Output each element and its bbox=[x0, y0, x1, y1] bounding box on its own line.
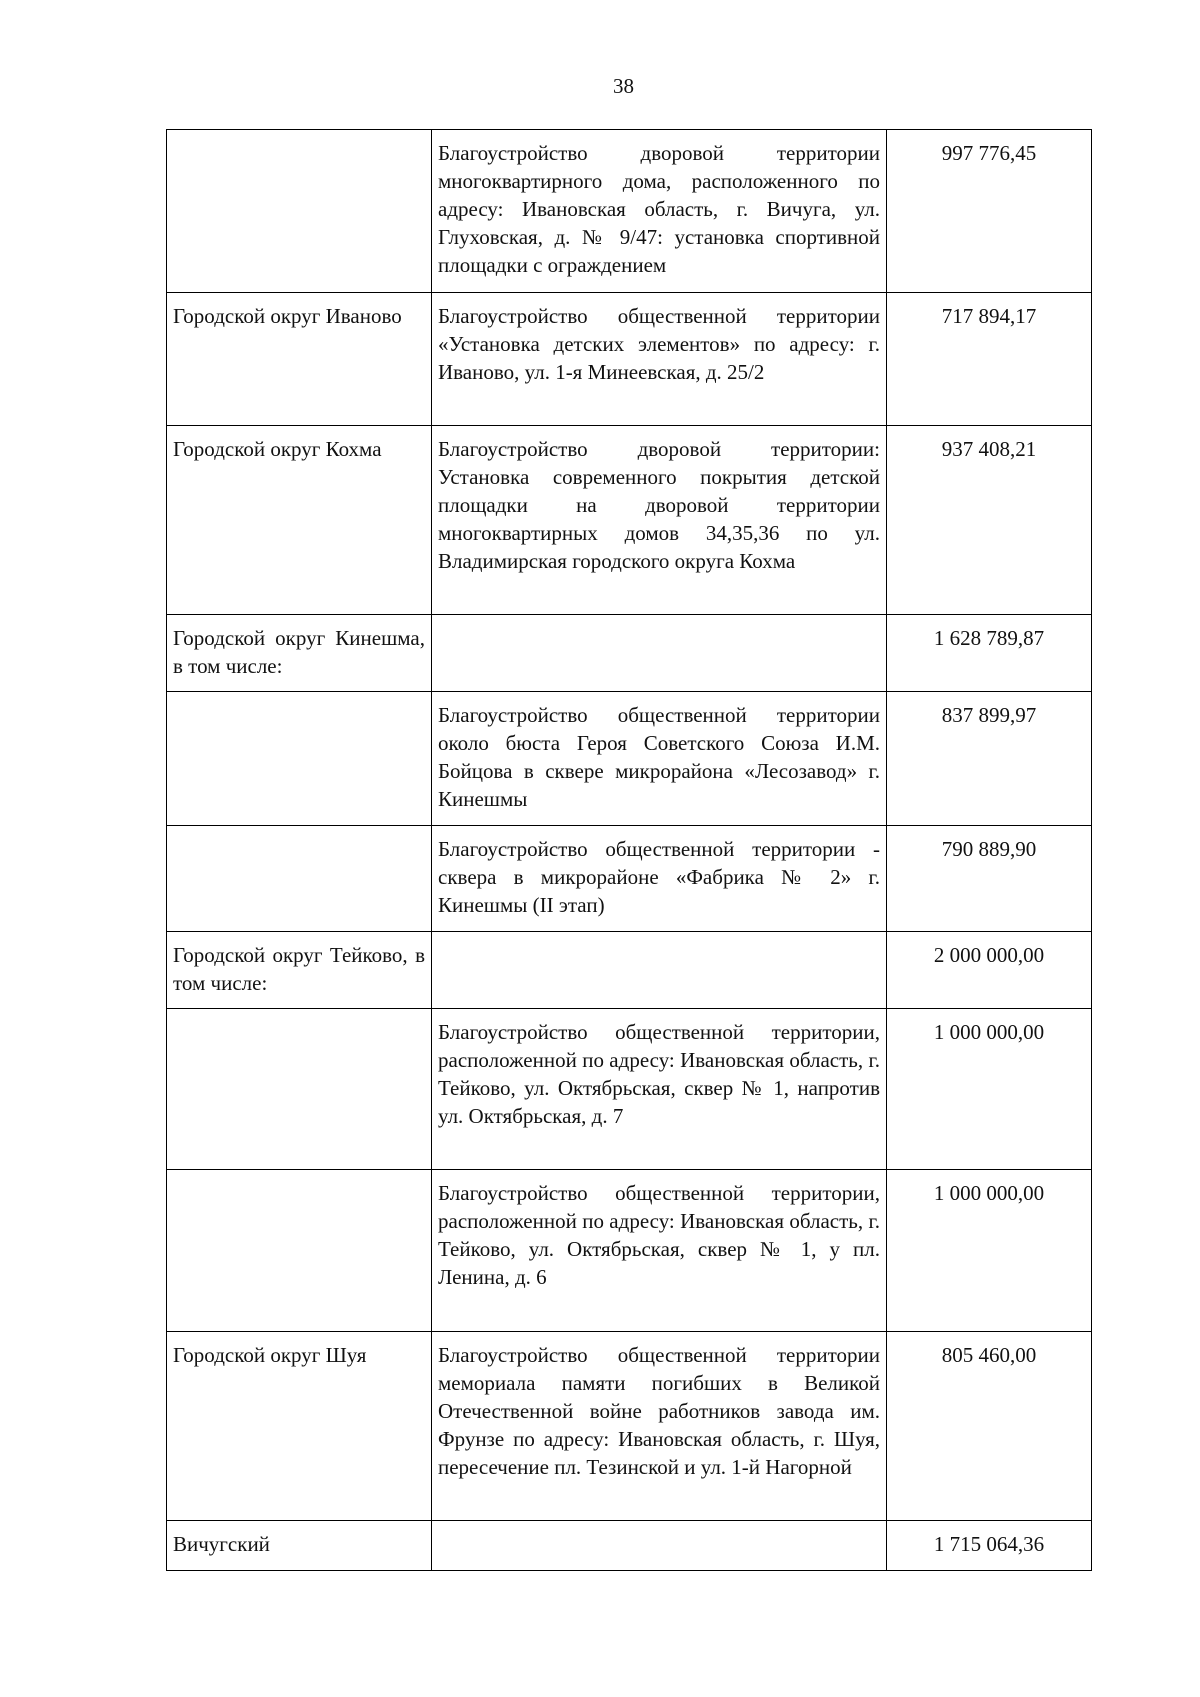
table-row bbox=[167, 692, 1092, 826]
municipality-cell bbox=[167, 1170, 432, 1332]
amount-cell: 2 000 000,00 bbox=[887, 932, 1092, 1009]
municipality-cell: Городской округ Иваново bbox=[167, 293, 432, 426]
table-row bbox=[167, 826, 1092, 932]
municipality-cell: Городской округ Шуя bbox=[167, 1332, 432, 1521]
table-row bbox=[167, 1009, 1092, 1170]
table-row bbox=[167, 293, 1092, 426]
municipality-cell bbox=[167, 826, 432, 932]
object-cell: Благоустройство дворовой территории: Установка современного покрытия детской площадки на дворовой территории многоквартирных домов 34,35,36 по ул. Владимирская городского округа Кохма bbox=[432, 426, 887, 615]
amount-cell: 937 408,21 bbox=[887, 426, 1092, 615]
object-cell: Благоустройство общественной территории мемориала памяти погибших в Великой Отечественной войне работников завода им. Фрунзе по адресу: Ивановская область, г. Шуя, пересечение пл. Тезинской и ул. 1-й Нагорной bbox=[432, 1332, 887, 1521]
object-cell: Благоустройство общественной территории, расположенной по адресу: Ивановская область, г. Тейково, ул. Октябрьская, сквер № 1, у пл. Ленина, д. 6 bbox=[432, 1170, 887, 1332]
municipality-cell bbox=[167, 130, 432, 293]
funding-table bbox=[166, 129, 1092, 1571]
amount-cell: 1 000 000,00 bbox=[887, 1009, 1092, 1170]
municipality-cell: Городской округ Тейково, в том числе: bbox=[167, 932, 432, 1009]
table-row bbox=[167, 615, 1092, 692]
municipality-cell: Городской округ Кохма bbox=[167, 426, 432, 615]
object-cell: Благоустройство общественной территории - сквера в микрорайоне «Фабрика № 2» г. Кинешмы (II этап) bbox=[432, 826, 887, 932]
municipality-cell bbox=[167, 692, 432, 826]
table-row bbox=[167, 1170, 1092, 1332]
page-number: 38 bbox=[613, 74, 634, 98]
amount-cell: 837 899,97 bbox=[887, 692, 1092, 826]
amount-cell: 1 628 789,87 bbox=[887, 615, 1092, 692]
object-cell bbox=[432, 615, 887, 692]
object-cell bbox=[432, 1521, 887, 1571]
amount-cell: 1 715 064,36 bbox=[887, 1521, 1092, 1571]
municipality-cell: Вичугский bbox=[167, 1521, 432, 1571]
amount-cell: 805 460,00 bbox=[887, 1332, 1092, 1521]
table-row bbox=[167, 130, 1092, 293]
municipality-cell: Городской округ Кинешма, в том числе: bbox=[167, 615, 432, 692]
object-cell: Благоустройство дворовой территории многоквартирного дома, расположенного по адресу: Ивановская область, г. Вичуга, ул. Глуховская, д. № 9/47: установка спортивной площадки с ограждением bbox=[432, 130, 887, 293]
table-row bbox=[167, 932, 1092, 1009]
object-cell: Благоустройство общественной территории «Установка детских элементов» по адресу: г. Иваново, ул. 1-я Минеевская, д. 25/2 bbox=[432, 293, 887, 426]
table-row bbox=[167, 1332, 1092, 1521]
amount-cell: 1 000 000,00 bbox=[887, 1170, 1092, 1332]
object-cell: Благоустройство общественной территории около бюста Героя Советского Союза И.М. Бойцова в сквере микрорайона «Лесозавод» г. Кинешмы bbox=[432, 692, 887, 826]
amount-cell: 790 889,90 bbox=[887, 826, 1092, 932]
amount-cell: 717 894,17 bbox=[887, 293, 1092, 426]
amount-cell: 997 776,45 bbox=[887, 130, 1092, 293]
object-cell bbox=[432, 932, 887, 1009]
table-row bbox=[167, 1521, 1092, 1571]
municipality-cell bbox=[167, 1009, 432, 1170]
object-cell: Благоустройство общественной территории, расположенной по адресу: Ивановская область, г. Тейково, ул. Октябрьская, сквер № 1, напротив ул. Октябрьская, д. 7 bbox=[432, 1009, 887, 1170]
table-row bbox=[167, 426, 1092, 615]
